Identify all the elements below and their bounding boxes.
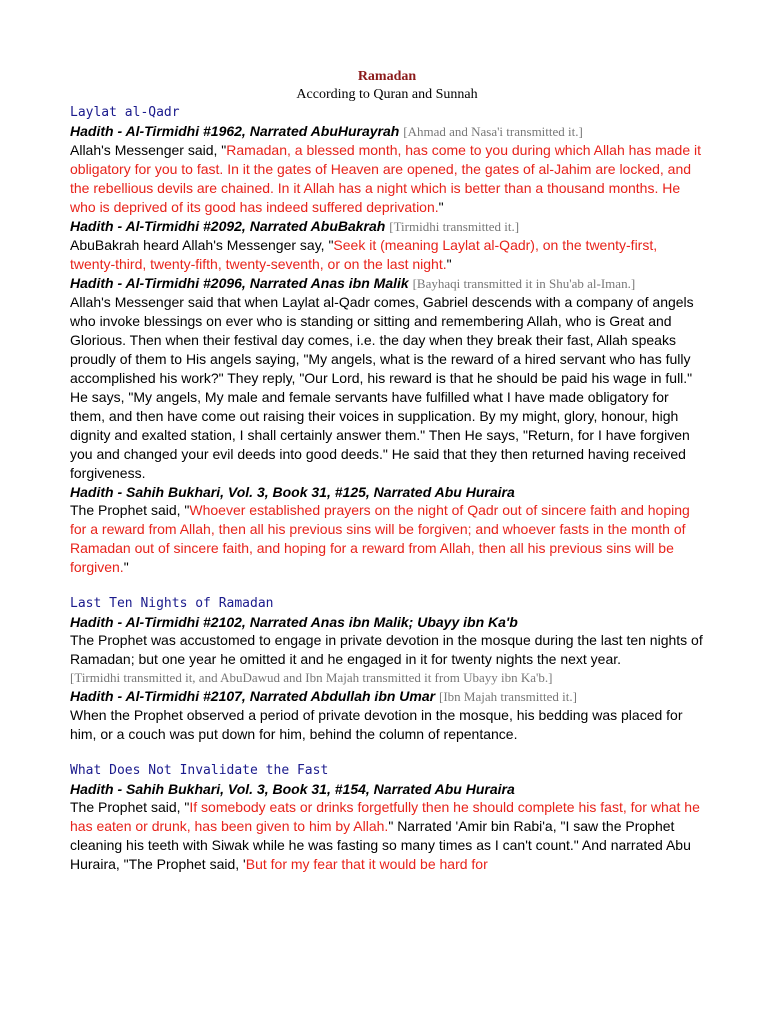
narration-text: Allah's Messenger said, " [70,142,227,158]
hadith-citation [70,780,704,798]
transmission-note: [Tirmidhi transmitted it.] [389,219,520,234]
quoted-saying: Seek it (meaning Laylat al-Qadr), on the twenty-first, twenty-third, twenty-fifth, twenty-seventh, or on the last night. [70,237,658,272]
transmission-note: [Ahmad and Nasa'i transmitted it.] [403,124,583,139]
narration-text: " [123,559,129,575]
quoted-saying: But for my fear that it would be hard for [245,856,488,872]
citation-text: Hadith - Sahih Bukhari, Vol. 3, Book 31, #125, Narrated Abu Huraira [70,484,515,500]
document-page [70,68,704,874]
hadith-text [70,631,704,669]
document-body [70,104,704,874]
hadith-text [70,236,704,274]
narration-text: AbuBakrah heard Allah's Messenger say, " [70,237,334,253]
narration-text: " [446,256,452,272]
transmission-note: [Tirmidhi transmitted it, and AbuDawud and Ibn Majah transmitted it from Ubayy ibn Ka'b.] [70,670,553,685]
citation-text: Hadith - Sahih Bukhari, Vol. 3, Book 31, #154, Narrated Abu Huraira [70,781,515,797]
hadith-text [70,293,704,483]
transmission-note: [Ibn Majah transmitted it.] [439,689,577,704]
hadith-text [70,501,704,577]
narration-text: " [438,199,444,215]
hadith-citation [70,122,704,141]
section-spacer [70,577,704,595]
narration-text: " Narrated 'Amir bin Rabi'a, "I saw the Prophet cleaning his teeth with Siwak while he was fasting so many times as I can't count." And narrated Abu Huraira, "The Prophet said, ' [70,818,691,872]
narration-text: Allah's Messenger said that when Laylat al-Qadr comes, Gabriel descends with a company of angels who invoke blessings on ever who is standing or sitting and remembering Allah, who is Great and Glorious. Then when their festival day comes, i.e. the day when they break their fast, Allah speaks proudly of them to His angels saying, "My angels, what is the reward of a hired servant who has fully accomplished his work?" They reply, "Our Lord, his reward is that he should be paid his wage in full." He says, "My angels, My male and female servants have fulfilled what I have made obligatory for them, and then have come out raising their voices in supplication. By my might, glory, honour, high dignity and exalted station, I shall certainly answer them." Then He says, "Return, for I have forgiven you and changed your evil deeds into good deeds." He said that they then returned having received forgiveness. [70,294,694,481]
hadith-text [70,706,704,744]
hadith-citation [70,613,704,631]
hadith-citation [70,687,704,706]
citation-text: Hadith - Al-Tirmidhi #2096, Narrated Anas ibn Malik [70,275,409,291]
quoted-saying: Ramadan, a blessed month, has come to you during which Allah has made it obligatory for you to fast. In it the gates of Heaven are opened, the gates of al-Jahim are locked, and the rebellious devils are chained. In it Allah has a night which is better than a thousand months. He who is deprived of its good has indeed suffered deprivation. [70,142,701,215]
narration-text: The Prophet said, " [70,502,190,518]
citation-text: Hadith - Al-Tirmidhi #2102, Narrated Anas ibn Malik; Ubayy ibn Ka'b [70,614,518,630]
section-heading: What Does Not Invalidate the Fast [70,763,329,778]
transmission-note: [Bayhaqi transmitted it in Shu'ab al-Iman.] [412,276,636,291]
page-subtitle: According to Quran and Sunnah [296,87,478,102]
citation-text: Hadith - Al-Tirmidhi #2107, Narrated Abdullah ibn Umar [70,688,436,704]
hadith-text [70,798,704,874]
hadith-citation [70,274,704,293]
narration-text: The Prophet was accustomed to engage in private devotion in the mosque during the last ten nights of Ramadan; but one year he omitted it and he engaged in it for twenty nights the next year. [70,632,703,667]
section-heading: Last Ten Nights of Ramadan [70,596,274,611]
section-spacer [70,744,704,762]
hadith-citation [70,217,704,236]
hadith-text [70,141,704,217]
quoted-saying: Whoever established prayers on the night of Qadr out of sincere faith and hoping for a reward from Allah, then all his previous sins will be forgiven; and whoever fasts in the month of Ramadan out of sincere faith, and hoping for a reward from Allah, then all his previous sins will be forgiven. [70,502,690,575]
narration-text: When the Prophet observed a period of private devotion in the mosque, his bedding was placed for him, or a couch was put down for him, behind the column of repentance. [70,707,683,742]
narration-text: The Prophet said, " [70,799,190,815]
quoted-saying: If somebody eats or drinks forgetfully then he should complete his fast, for what he has eaten or drunk, has been given to him by Allah. [70,799,700,834]
citation-text: Hadith - Al-Tirmidhi #2092, Narrated AbuBakrah [70,218,386,234]
section-heading: Laylat al-Qadr [70,105,180,120]
hadith-citation [70,483,704,501]
page-title: Ramadan [357,69,417,84]
citation-text: Hadith - Al-Tirmidhi #1962, Narrated AbuHurayrah [70,123,400,139]
